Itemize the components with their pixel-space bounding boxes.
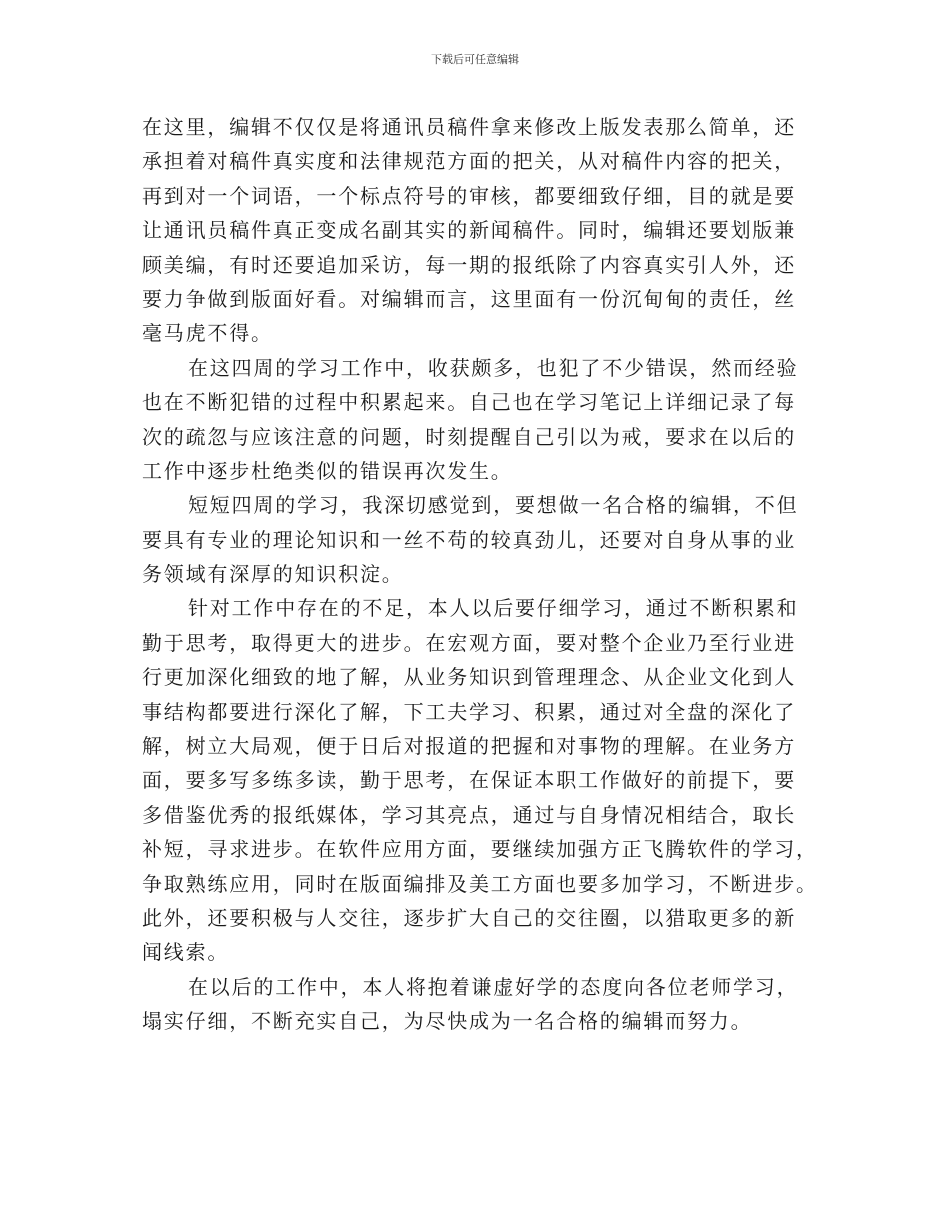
text-line: 让通讯员稿件真正变成名副其实的新闻稿件。同时，编辑还要划版兼 bbox=[142, 218, 796, 243]
paragraph bbox=[142, 591, 832, 969]
text-line: 务领域有深厚的知识积淀。 bbox=[142, 562, 404, 587]
text-line: 此外，还要积极与人交往，逐步扩大自己的交往圈，以猎取更多的新 bbox=[142, 905, 796, 930]
paragraph bbox=[142, 970, 832, 1039]
text-line: 短短四周的学习，我深切感觉到，要想做一名合格的编辑，不但 bbox=[188, 493, 799, 518]
text-line: 也在不断犯错的过程中积累起来。自己也在学习笔记上详细记录了每 bbox=[142, 390, 796, 415]
text-line: 毫马虎不得。 bbox=[142, 321, 273, 346]
text-line: 承担着对稿件真实度和法律规范方面的把关，从对稿件内容的把关， bbox=[142, 149, 796, 174]
paragraph bbox=[142, 488, 832, 591]
paragraph bbox=[142, 110, 832, 351]
text-line: 争取熟练应用，同时在版面编排及美工方面也要多加学习，不断进步。 bbox=[142, 871, 818, 896]
text-line: 多借鉴优秀的报纸媒体，学习其亮点，通过与自身情况相结合，取长 bbox=[142, 802, 796, 827]
text-line: 在以后的工作中，本人将抱着谦虚好学的态度向各位老师学习， bbox=[188, 974, 799, 999]
text-line: 行更加深化细致的地了解，从业务知识到管理理念、从企业文化到人 bbox=[142, 665, 796, 690]
text-line: 针对工作中存在的不足，本人以后要仔细学习，通过不断积累和 bbox=[188, 596, 799, 621]
text-line: 塌实仔细，不断充实自己，为尽快成为一名合格的编辑而努力。 bbox=[142, 1009, 753, 1034]
text-line: 勤于思考，取得更大的进步。在宏观方面，要对整个企业乃至行业进 bbox=[142, 630, 796, 655]
document-body bbox=[142, 110, 832, 1039]
text-line: 闻线索。 bbox=[142, 940, 230, 965]
text-line: 解，树立大局观，便于日后对报道的把握和对事物的理解。在业务方 bbox=[142, 734, 796, 759]
text-line: 要具有专业的理论知识和一丝不苟的较真劲儿，还要对自身从事的业 bbox=[142, 527, 796, 552]
text-line: 事结构都要进行深化了解，下工夫学习、积累，通过对全盘的深化了 bbox=[142, 699, 796, 724]
text-line: 面，要多写多练多读，勤于思考，在保证本职工作做好的前提下，要 bbox=[142, 768, 796, 793]
text-line: 次的疏忽与应该注意的问题，时刻提醒自己引以为戒，要求在以后的 bbox=[142, 424, 796, 449]
text-line: 补短，寻求进步。在软件应用方面，要继续加强方正飞腾软件的学习， bbox=[142, 837, 818, 862]
paragraph bbox=[142, 351, 832, 489]
text-line: 在这里，编辑不仅仅是将通讯员稿件拿来修改上版发表那么简单，还 bbox=[142, 115, 796, 139]
text-line: 再到对一个词语，一个标点符号的审核，都要细致仔细，目的就是要 bbox=[142, 183, 796, 208]
text-line: 顾美编，有时还要追加采访，每一期的报纸除了内容真实引人外，还 bbox=[142, 252, 796, 277]
page-header: 下载后可任意编辑 bbox=[431, 53, 519, 66]
text-line: 在这四周的学习工作中，收获颇多，也犯了不少错误，然而经验 bbox=[188, 355, 799, 380]
text-line: 工作中逐步杜绝类似的错误再次发生。 bbox=[142, 458, 513, 483]
text-line: 要力争做到版面好看。对编辑而言，这里面有一份沉甸甸的责任，丝 bbox=[142, 286, 796, 311]
